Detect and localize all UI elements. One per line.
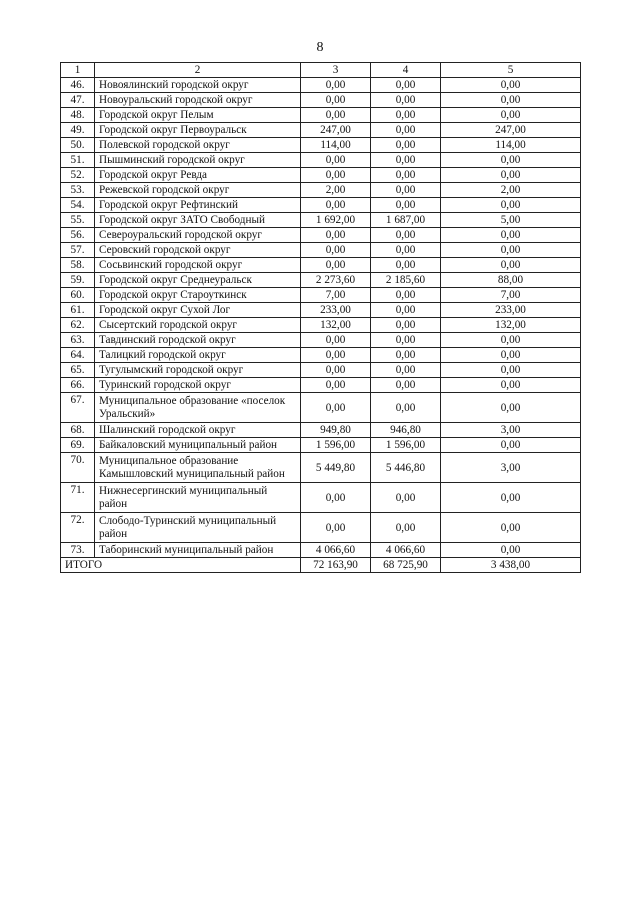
- total-value-5: 3 438,00: [441, 558, 581, 573]
- municipality-name: Городской округ Сухой Лог: [95, 303, 301, 318]
- value-col-5: 0,00: [441, 348, 581, 363]
- row-number: 58.: [61, 258, 95, 273]
- header-cell-2: 2: [95, 63, 301, 78]
- municipality-name: Городской округ ЗАТО Свободный: [95, 213, 301, 228]
- value-col-5: 3,00: [441, 453, 581, 483]
- table-row: [61, 198, 581, 213]
- value-col-4: 5 446,80: [371, 453, 441, 483]
- value-col-5: 0,00: [441, 543, 581, 558]
- value-col-5: 0,00: [441, 513, 581, 543]
- value-col-3: 1 596,00: [301, 438, 371, 453]
- row-number: 53.: [61, 183, 95, 198]
- municipality-name: Серовский городской округ: [95, 243, 301, 258]
- row-number: 70.: [61, 453, 95, 483]
- table-row: [61, 228, 581, 243]
- row-number: 52.: [61, 168, 95, 183]
- value-col-5: 0,00: [441, 333, 581, 348]
- value-col-4: 0,00: [371, 228, 441, 243]
- value-col-4: 0,00: [371, 108, 441, 123]
- table-row: [61, 243, 581, 258]
- value-col-4: 0,00: [371, 318, 441, 333]
- row-number: 69.: [61, 438, 95, 453]
- table-body: [61, 63, 581, 573]
- value-col-3: 5 449,80: [301, 453, 371, 483]
- municipality-name: Муниципальное образование Камышловский муниципальный район: [95, 453, 301, 483]
- value-col-3: 0,00: [301, 168, 371, 183]
- value-col-5: 0,00: [441, 378, 581, 393]
- table-row: [61, 363, 581, 378]
- value-col-3: 4 066,60: [301, 543, 371, 558]
- value-col-3: 0,00: [301, 243, 371, 258]
- table-row: [61, 393, 581, 423]
- total-value-3: 72 163,90: [301, 558, 371, 573]
- municipality-name: Слободо-Туринский муниципальный район: [95, 513, 301, 543]
- table-row: [61, 348, 581, 363]
- value-col-3: 0,00: [301, 513, 371, 543]
- table-header-row: [61, 63, 581, 78]
- table-row: [61, 423, 581, 438]
- value-col-4: 0,00: [371, 513, 441, 543]
- value-col-5: 0,00: [441, 483, 581, 513]
- table-row: [61, 438, 581, 453]
- value-col-3: 247,00: [301, 123, 371, 138]
- row-number: 71.: [61, 483, 95, 513]
- value-col-4: 0,00: [371, 378, 441, 393]
- table-row: [61, 138, 581, 153]
- row-number: 65.: [61, 363, 95, 378]
- value-col-5: 0,00: [441, 228, 581, 243]
- page-number: 8: [316, 40, 324, 55]
- municipality-name: Режевской городской округ: [95, 183, 301, 198]
- value-col-5: 0,00: [441, 198, 581, 213]
- value-col-3: 0,00: [301, 258, 371, 273]
- table-row: [61, 543, 581, 558]
- municipality-name: Шалинский городской округ: [95, 423, 301, 438]
- value-col-5: 3,00: [441, 423, 581, 438]
- row-number: 67.: [61, 393, 95, 423]
- value-col-4: 0,00: [371, 258, 441, 273]
- value-col-3: 0,00: [301, 228, 371, 243]
- value-col-4: 0,00: [371, 153, 441, 168]
- value-col-4: 1 687,00: [371, 213, 441, 228]
- municipality-name: Городской округ Пелым: [95, 108, 301, 123]
- header-cell-5: 5: [441, 63, 581, 78]
- table-row: [61, 303, 581, 318]
- municipality-name: Новоуральский городской округ: [95, 93, 301, 108]
- total-label: ИТОГО: [61, 558, 301, 573]
- value-col-5: 0,00: [441, 258, 581, 273]
- value-col-5: 88,00: [441, 273, 581, 288]
- header-cell-1: 1: [61, 63, 95, 78]
- row-number: 50.: [61, 138, 95, 153]
- row-number: 57.: [61, 243, 95, 258]
- row-number: 68.: [61, 423, 95, 438]
- municipality-name: Городской округ Среднеуральск: [95, 273, 301, 288]
- municipality-name: Муниципальное образование «поселок Уральский»: [95, 393, 301, 423]
- row-number: 59.: [61, 273, 95, 288]
- municipality-name: Сысертский городской округ: [95, 318, 301, 333]
- value-col-3: 0,00: [301, 378, 371, 393]
- total-row: [61, 558, 581, 573]
- value-col-3: 0,00: [301, 93, 371, 108]
- value-col-3: 0,00: [301, 348, 371, 363]
- value-col-4: 0,00: [371, 483, 441, 513]
- row-number: 66.: [61, 378, 95, 393]
- value-col-5: 0,00: [441, 363, 581, 378]
- value-col-3: 2 273,60: [301, 273, 371, 288]
- municipality-name: Городской округ Первоуральск: [95, 123, 301, 138]
- municipality-name: Тугулымский городской округ: [95, 363, 301, 378]
- row-number: 47.: [61, 93, 95, 108]
- value-col-5: 0,00: [441, 393, 581, 423]
- value-col-4: 0,00: [371, 303, 441, 318]
- value-col-5: 0,00: [441, 108, 581, 123]
- value-col-3: 0,00: [301, 483, 371, 513]
- value-col-4: 0,00: [371, 123, 441, 138]
- municipality-name: Туринский городской округ: [95, 378, 301, 393]
- row-number: 51.: [61, 153, 95, 168]
- value-col-5: 132,00: [441, 318, 581, 333]
- municipality-name: Новоялинский городской округ: [95, 78, 301, 93]
- value-col-4: 0,00: [371, 363, 441, 378]
- table-row: [61, 483, 581, 513]
- value-col-4: 2 185,60: [371, 273, 441, 288]
- value-col-5: 0,00: [441, 243, 581, 258]
- value-col-3: 2,00: [301, 183, 371, 198]
- table-row: [61, 288, 581, 303]
- row-number: 49.: [61, 123, 95, 138]
- value-col-5: 114,00: [441, 138, 581, 153]
- municipality-name: Тавдинский городской округ: [95, 333, 301, 348]
- value-col-4: 0,00: [371, 138, 441, 153]
- header-cell-4: 4: [371, 63, 441, 78]
- value-col-4: 0,00: [371, 333, 441, 348]
- row-number: 61.: [61, 303, 95, 318]
- value-col-3: 949,80: [301, 423, 371, 438]
- table-row: [61, 378, 581, 393]
- value-col-5: 233,00: [441, 303, 581, 318]
- value-col-3: 233,00: [301, 303, 371, 318]
- value-col-3: 7,00: [301, 288, 371, 303]
- value-col-5: 0,00: [441, 438, 581, 453]
- row-number: 60.: [61, 288, 95, 303]
- table-row: [61, 183, 581, 198]
- row-number: 46.: [61, 78, 95, 93]
- value-col-4: 946,80: [371, 423, 441, 438]
- value-col-5: 0,00: [441, 168, 581, 183]
- value-col-5: 7,00: [441, 288, 581, 303]
- table-row: [61, 168, 581, 183]
- table-row: [61, 108, 581, 123]
- table-row: [61, 123, 581, 138]
- value-col-3: 114,00: [301, 138, 371, 153]
- budget-table: [60, 62, 581, 573]
- municipality-name: Городской округ Староуткинск: [95, 288, 301, 303]
- value-col-5: 2,00: [441, 183, 581, 198]
- table-row: [61, 78, 581, 93]
- value-col-4: 0,00: [371, 93, 441, 108]
- value-col-4: 0,00: [371, 198, 441, 213]
- value-col-3: 132,00: [301, 318, 371, 333]
- value-col-5: 0,00: [441, 78, 581, 93]
- table-row: [61, 513, 581, 543]
- table-row: [61, 153, 581, 168]
- value-col-4: 0,00: [371, 78, 441, 93]
- row-number: 63.: [61, 333, 95, 348]
- value-col-4: 0,00: [371, 183, 441, 198]
- value-col-4: 0,00: [371, 393, 441, 423]
- row-number: 64.: [61, 348, 95, 363]
- municipality-name: Североуральский городской округ: [95, 228, 301, 243]
- row-number: 56.: [61, 228, 95, 243]
- municipality-name: Талицкий городской округ: [95, 348, 301, 363]
- municipality-name: Городской округ Ревда: [95, 168, 301, 183]
- value-col-5: 5,00: [441, 213, 581, 228]
- table-row: [61, 453, 581, 483]
- table-row: [61, 318, 581, 333]
- value-col-3: 0,00: [301, 108, 371, 123]
- table-row: [61, 213, 581, 228]
- value-col-5: 0,00: [441, 93, 581, 108]
- total-value-4: 68 725,90: [371, 558, 441, 573]
- municipality-name: Таборинский муниципальный район: [95, 543, 301, 558]
- municipality-name: Городской округ Рефтинский: [95, 198, 301, 213]
- row-number: 55.: [61, 213, 95, 228]
- value-col-3: 0,00: [301, 363, 371, 378]
- table-row: [61, 333, 581, 348]
- table-row: [61, 273, 581, 288]
- table-row: [61, 93, 581, 108]
- value-col-3: 0,00: [301, 78, 371, 93]
- header-cell-3: 3: [301, 63, 371, 78]
- value-col-5: 0,00: [441, 153, 581, 168]
- value-col-3: 0,00: [301, 153, 371, 168]
- value-col-4: 0,00: [371, 168, 441, 183]
- municipality-name: Нижнесергинский муниципальный район: [95, 483, 301, 513]
- row-number: 73.: [61, 543, 95, 558]
- municipality-name: Полевской городской округ: [95, 138, 301, 153]
- value-col-3: 0,00: [301, 333, 371, 348]
- value-col-4: 0,00: [371, 348, 441, 363]
- row-number: 48.: [61, 108, 95, 123]
- municipality-name: Пышминский городской округ: [95, 153, 301, 168]
- value-col-3: 1 692,00: [301, 213, 371, 228]
- municipality-name: Сосьвинский городской округ: [95, 258, 301, 273]
- row-number: 54.: [61, 198, 95, 213]
- row-number: 62.: [61, 318, 95, 333]
- value-col-5: 247,00: [441, 123, 581, 138]
- value-col-4: 0,00: [371, 243, 441, 258]
- value-col-4: 1 596,00: [371, 438, 441, 453]
- value-col-3: 0,00: [301, 393, 371, 423]
- table-row: [61, 258, 581, 273]
- municipality-name: Байкаловский муниципальный район: [95, 438, 301, 453]
- value-col-3: 0,00: [301, 198, 371, 213]
- value-col-4: 0,00: [371, 288, 441, 303]
- row-number: 72.: [61, 513, 95, 543]
- value-col-4: 4 066,60: [371, 543, 441, 558]
